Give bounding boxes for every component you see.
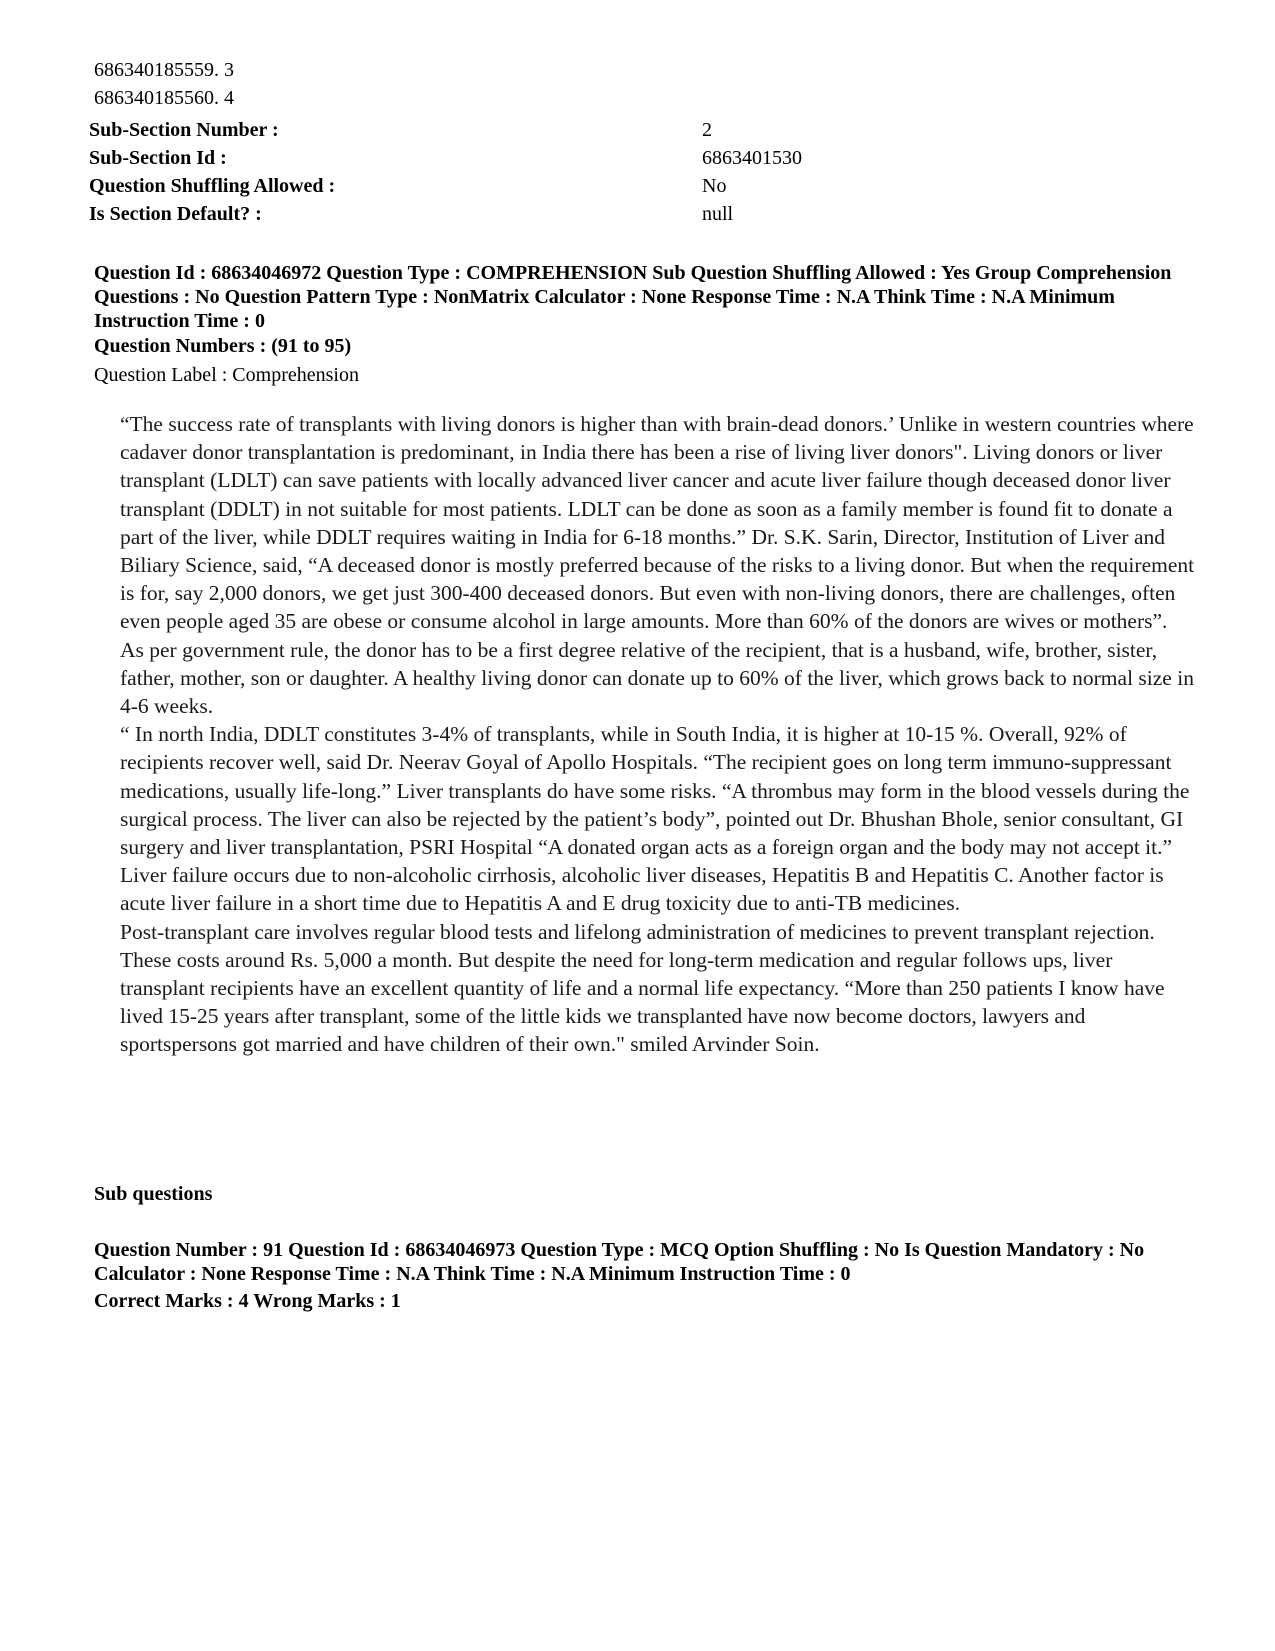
question-91-header: Question Number : 91 Question Id : 68634046973 Question Type : MCQ Option Shuffling : No Is Question Mandatory : No Calculator : None Response Time : N.A Think Time : N.A Minimum Instruction Time : 0 xyxy=(94,1239,1145,1285)
subsection-id-label: Sub-Section Id : xyxy=(89,147,227,169)
passage-paragraph: Post-transplant care involves regular blood tests and lifelong administration of medicines to prevent transplant rejection. These costs around Rs. 5,000 a month. But despite the need for long-term medication and regular follows ups, liver transplant recipients have an excellent quantity of life and a normal life expectancy. “More than 250 patients I know have lived 15-25 years after transplant, some of the little kids we transplanted have now become doctors, lawyers and sportspersons got married and have children of their own." smiled Arvinder Soin. xyxy=(120,919,1165,1057)
question-91-marks: Correct Marks : 4 Wrong Marks : 1 xyxy=(94,1290,401,1312)
passage-paragraph: “The success rate of transplants with living donors is higher than with brain-dead donors.’ Unlike in western countries where cadaver donor transplantation is predominant, in India there has been a rise of living liver donors". Living donors or liver transplant (LDLT) can save patients with locally advanced liver cancer and acute liver failure though deceased donor liver transplant (DDLT) in not suitable for most patients. LDLT can be done as soon as a family member is found fit to donate a part of the liver, while DDLT requires waiting in India for 6-18 months.” Dr. S.K. Sarin, Director, Institution of Liver and Biliary Science, said, “A deceased donor is mostly preferred because of the risks to a living donor. But when the requirement is for, say 2,000 donors, we get just 300-400 deceased donors. But even with non-living donors, there are challenges, often even people aged 35 are obese or consume alcohol in large amounts. More than 60% of the donors are wives or mothers”. xyxy=(120,412,1195,634)
subsection-id-value: 6863401530 xyxy=(702,147,802,169)
question-shuffling-label: Question Shuffling Allowed : xyxy=(89,175,336,197)
passage-paragraph: “ In north India, DDLT constitutes 3-4% of transplants, while in South India, it is higher at 10-15 %. Overall, 92% of recipients recover well, said Dr. Neerav Goyal of Apollo Hospitals. “The recipient goes on long term immuno-suppressant medications, usually life-long.” Liver transplants do have some risks. “A thrombus may form in the blood vessels during the surgical process. The liver can also be rejected by the patient’s body”, pointed out Dr. Bhushan Bhole, senior consultant, GI surgery and liver transplantation, PSRI Hospital “A donated organ acts as a foreign organ and the body may not accept it.” xyxy=(120,722,1190,860)
passage-paragraph: Liver failure occurs due to non-alcoholic cirrhosis, alcoholic liver diseases, Hepatitis B and Hepatitis C. Another factor is acute liver failure in a short time due to Hepatitis A and E drug toxicity due to anti-TB medicines. xyxy=(120,863,1164,916)
section-default-label: Is Section Default? : xyxy=(89,203,262,225)
passage-paragraph: As per government rule, the donor has to be a first degree relative of the recipient, that is a husband, wife, brother, sister, father, mother, son or daughter. A healthy living donor can donate up to 60% of the liver, which grows back to normal size in 4-6 weeks. xyxy=(120,637,1194,719)
subsection-number-label: Sub-Section Number : xyxy=(89,119,279,141)
question-label: Question Label : Comprehension xyxy=(94,364,359,386)
question-numbers: Question Numbers : (91 to 95) xyxy=(94,335,352,357)
section-default-value: null xyxy=(702,203,734,225)
comprehension-header: Question Id : 68634046972 Question Type : COMPREHENSION Sub Question Shuffling Allowed : Yes Group Comprehension Questions : No Question Pattern Type : NonMatrix Calculator : None Response Time : N.A Think Time : N.A Minimum Instruction Time : 0 xyxy=(94,262,1172,332)
question-shuffling-row xyxy=(89,172,1189,200)
option-item: 686340185560. 4 xyxy=(94,87,234,109)
subsection-number-row xyxy=(89,116,1189,144)
question-shuffling-value: No xyxy=(702,175,727,197)
subsection-id-row xyxy=(89,144,1189,172)
comprehension-passage xyxy=(120,410,1195,1059)
option-item: 686340185559. 3 xyxy=(94,59,234,81)
sub-questions-label: Sub questions xyxy=(94,1183,213,1205)
subsection-number-value: 2 xyxy=(702,119,712,141)
section-default-row xyxy=(89,200,1189,228)
